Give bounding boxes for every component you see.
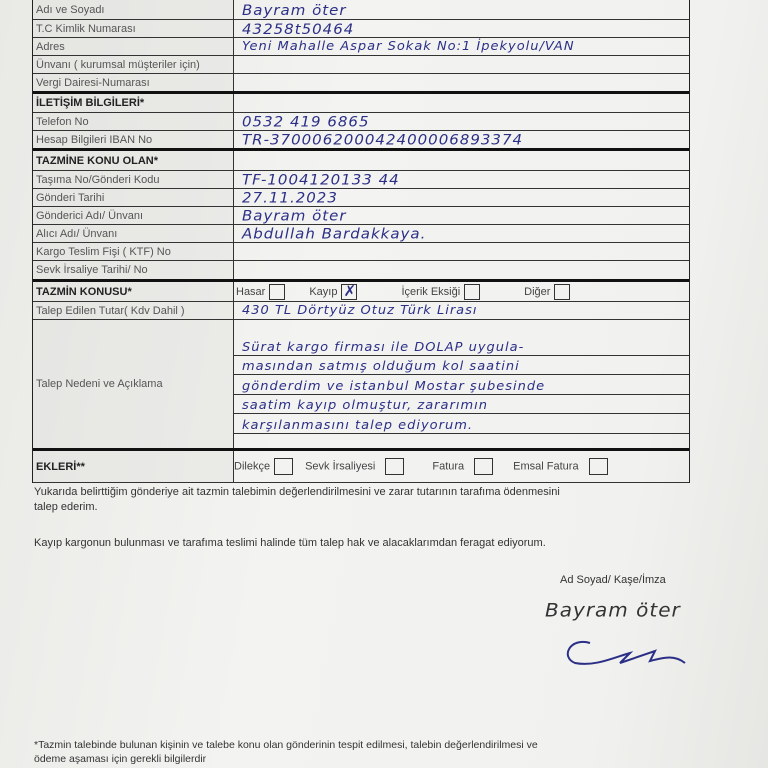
row-title xyxy=(33,56,689,74)
reason-lines[interactable] xyxy=(234,320,689,448)
signature-scribble-icon xyxy=(560,635,690,670)
option-label: Hasar xyxy=(236,285,266,298)
section-header: TAZMİN KONUSU* xyxy=(33,282,234,301)
reason-line: masından satmış olduğum kol saatini xyxy=(242,359,520,374)
option-other[interactable] xyxy=(524,284,570,300)
row-tc xyxy=(33,20,689,38)
reason-line: gönderdim ve istanbul Mostar şubesinde xyxy=(242,379,546,394)
checkbox[interactable] xyxy=(589,458,608,475)
attachment-invoice[interactable] xyxy=(432,458,493,475)
address-value[interactable]: Yeni Mahalle Aspar Sokak No:1 İpekyolu/VAN xyxy=(242,39,575,54)
name-value[interactable]: Bayram öter xyxy=(242,0,347,19)
option-label: İçerik Eksiği xyxy=(401,285,461,298)
label: Gönderi Tarihi xyxy=(33,189,234,206)
tc-value[interactable]: 43258t50464 xyxy=(242,19,355,38)
section-header: EKLERİ** xyxy=(33,451,234,482)
checkbox[interactable] xyxy=(269,284,285,300)
label: Ünvanı ( kurumsal müşteriler için) xyxy=(33,56,234,73)
tax-value[interactable] xyxy=(234,74,689,91)
section-header: İLETİŞİM BİLGİLERİ* xyxy=(33,94,234,112)
row-claim-type xyxy=(33,282,689,302)
row-sender xyxy=(33,207,689,225)
label: Hesap Bilgileri IBAN No xyxy=(33,131,234,148)
row-iban xyxy=(33,131,689,151)
reason-line: saatim kayıp olmuştur, zararımın xyxy=(242,398,488,413)
signature-label: Ad Soyad/ Kaşe/İmza xyxy=(560,574,666,586)
checkbox[interactable] xyxy=(554,284,570,300)
ktf-value[interactable] xyxy=(234,243,689,260)
label: Kargo Teslim Fişi ( KTF) No xyxy=(33,243,234,260)
amount-value[interactable]: 430 TL Dörtyüz Otuz Türk Lirası xyxy=(242,303,478,318)
footnote-cont: ödeme aşaması için gerekli bilgilerdir xyxy=(34,753,207,765)
waiver-text: Kayıp kargonun bulunması ve tarafıma teslimi halinde tüm talep hak ve alacaklarımdan feragat ediyorum. xyxy=(34,537,546,549)
request-text: Yukarıda belirttiğim gönderiye ait tazmin talebimin değerlendirilmesini ve zarar tutarının tarafıma ödenmesini xyxy=(34,486,560,498)
checkbox-checked[interactable] xyxy=(341,284,357,300)
option-missing-content[interactable] xyxy=(401,284,480,300)
row-reason xyxy=(33,320,689,451)
row-tax xyxy=(33,74,689,94)
attachment-similar-invoice[interactable] xyxy=(513,458,607,475)
subject-header-row xyxy=(33,151,689,171)
tracking-value[interactable]: TF-1004120133 44 xyxy=(242,170,400,189)
label: Talep Edilen Tutar( Kdv Dahil ) xyxy=(33,302,234,319)
attachment-petition[interactable] xyxy=(234,458,293,475)
label: Talep Nedeni ve Açıklama xyxy=(33,320,234,448)
reason-line: karşılanmasını talep ediyorum. xyxy=(242,418,473,433)
option-label: Diğer xyxy=(524,285,551,298)
row-amount xyxy=(33,302,689,320)
option-label: Sevk İrsaliyesi xyxy=(305,460,376,473)
iban-value[interactable]: TR-370006200042400006893374 xyxy=(242,130,524,149)
checkbox[interactable] xyxy=(274,458,293,475)
label: T.C Kimlik Numarası xyxy=(33,20,234,37)
option-damage[interactable] xyxy=(236,284,285,300)
contact-header-row xyxy=(33,94,689,113)
waybill-value[interactable] xyxy=(234,261,689,279)
row-name xyxy=(33,0,689,20)
option-lost[interactable] xyxy=(309,284,357,300)
row-attachments xyxy=(33,451,689,483)
option-label: Kayıp xyxy=(309,285,338,298)
label: Adı ve Soyadı xyxy=(33,0,234,19)
checkbox[interactable] xyxy=(464,284,480,300)
attachment-waybill[interactable] xyxy=(305,458,404,475)
row-phone xyxy=(33,113,689,131)
receiver-value[interactable]: Abdullah Bardakkaya. xyxy=(242,224,427,243)
label: Sevk İrsaliye Tarihi/ No xyxy=(33,261,234,279)
section-header: TAZMİNE KONU OLAN* xyxy=(33,151,234,170)
request-text-cont: talep ederim. xyxy=(34,501,98,513)
checkbox[interactable] xyxy=(474,458,493,475)
date-value[interactable]: 27.11.2023 xyxy=(242,188,338,207)
option-label: Fatura xyxy=(432,460,465,473)
phone-value[interactable]: 0532 419 6865 xyxy=(242,112,370,131)
signature-name: Bayram öter xyxy=(545,598,681,622)
footnote: *Tazmin talebinde bulunan kişinin ve talebe konu olan gönderinin tespit edilmesi, talebin değerlendirilmesi ve xyxy=(34,739,538,751)
sender-value[interactable]: Bayram öter xyxy=(242,206,347,225)
row-address xyxy=(33,38,689,56)
label: Vergi Dairesi-Numarası xyxy=(33,74,234,91)
option-label: Dilekçe xyxy=(234,460,271,473)
row-tracking xyxy=(33,171,689,189)
label: Adres xyxy=(33,38,234,55)
row-waybill xyxy=(33,261,689,282)
claim-form-table xyxy=(32,0,690,483)
label: Gönderici Adı/ Ünvanı xyxy=(33,207,234,224)
row-date xyxy=(33,189,689,207)
title-value[interactable] xyxy=(234,56,689,73)
label: Alıcı Adı/ Ünvanı xyxy=(33,225,234,242)
option-label: Emsal Fatura xyxy=(513,460,579,473)
row-receiver xyxy=(33,225,689,243)
row-ktf xyxy=(33,243,689,261)
label: Telefon No xyxy=(33,113,234,130)
checkbox[interactable] xyxy=(385,458,404,475)
label: Taşıma No/Gönderi Kodu xyxy=(33,171,234,188)
reason-line: Sürat kargo firması ile DOLAP uygula- xyxy=(242,339,525,355)
